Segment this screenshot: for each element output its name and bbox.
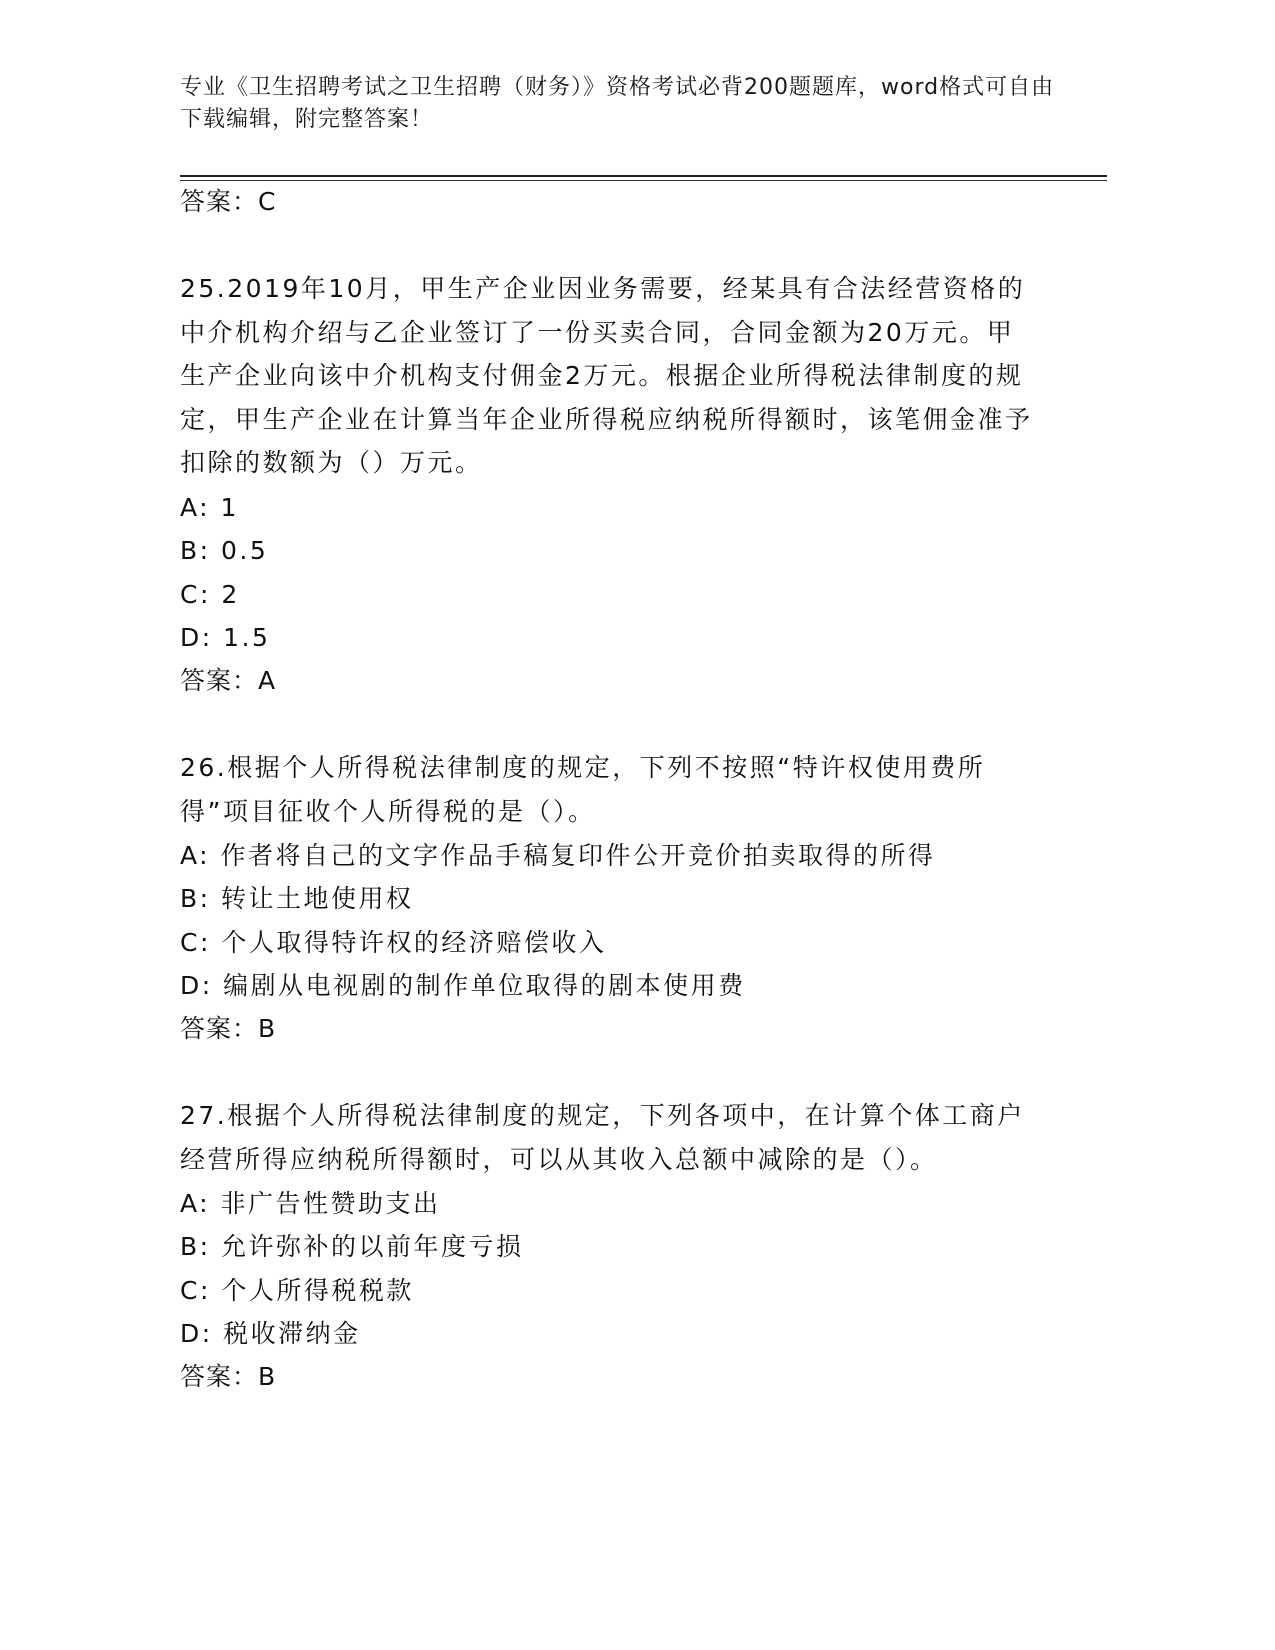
question-27-option-d: D: 税收滞纳金 <box>180 1319 361 1348</box>
question-25-option-a: A: 1 <box>180 493 239 522</box>
header-divider-thick <box>180 175 1107 177</box>
question-27-option-a: A: 非广告性赞助支出 <box>180 1189 441 1218</box>
question-26-answer: 答案：B <box>180 1014 277 1043</box>
question-26-option-c: C: 个人取得特许权的经济赔偿收入 <box>180 928 607 957</box>
question-27-option-c: C: 个人所得税税款 <box>180 1276 414 1305</box>
question-26-option-b: B: 转让土地使用权 <box>180 884 414 913</box>
question-25-option-d: D: 1.5 <box>180 623 271 652</box>
header-divider-thin <box>180 180 1107 181</box>
question-26-text: 26.根据个人所得税法律制度的规定，下列不按照“特许权使用费所得”项目征收个人所得税的是（）。 <box>180 753 986 826</box>
question-25-text: 25.2019年10月，甲生产企业因业务需要，经某具有合法经营资格的中介机构介绍与乙企业签订了一份买卖合同，合同金额为20万元。甲生产企业向该中介机构支付佣金2万元。根据企业所得税法律制度的规定，甲生产企业在计算当年企业所得税应纳税所得额时，该笔佣金准予扣除的数额为（）万元。 <box>180 274 1033 477</box>
question-27-option-b: B: 允许弥补的以前年度亏损 <box>180 1232 524 1261</box>
question-25-option-c: C: 2 <box>180 580 240 609</box>
question-25-option-b: B: 0.5 <box>180 536 269 565</box>
previous-answer: 答案：C <box>180 187 277 216</box>
question-25-answer: 答案：A <box>180 666 277 695</box>
question-26-option-d: D: 编剧从电视剧的制作单位取得的剧本使用费 <box>180 971 746 1000</box>
document-header: 专业《卫生招聘考试之卫生招聘（财务）》资格考试必背200题题库，word格式可自由下载编辑，附完整答案！ <box>180 75 1055 132</box>
question-27-answer: 答案：B <box>180 1362 277 1391</box>
question-26-option-a: A: 作者将自己的文字作品手稿复印件公开竞价拍卖取得的所得 <box>180 841 936 870</box>
question-27-text: 27.根据个人所得税法律制度的规定，下列各项中，在计算个体工商户经营所得应纳税所得额时，可以从其收入总额中减除的是（）。 <box>180 1101 1025 1174</box>
